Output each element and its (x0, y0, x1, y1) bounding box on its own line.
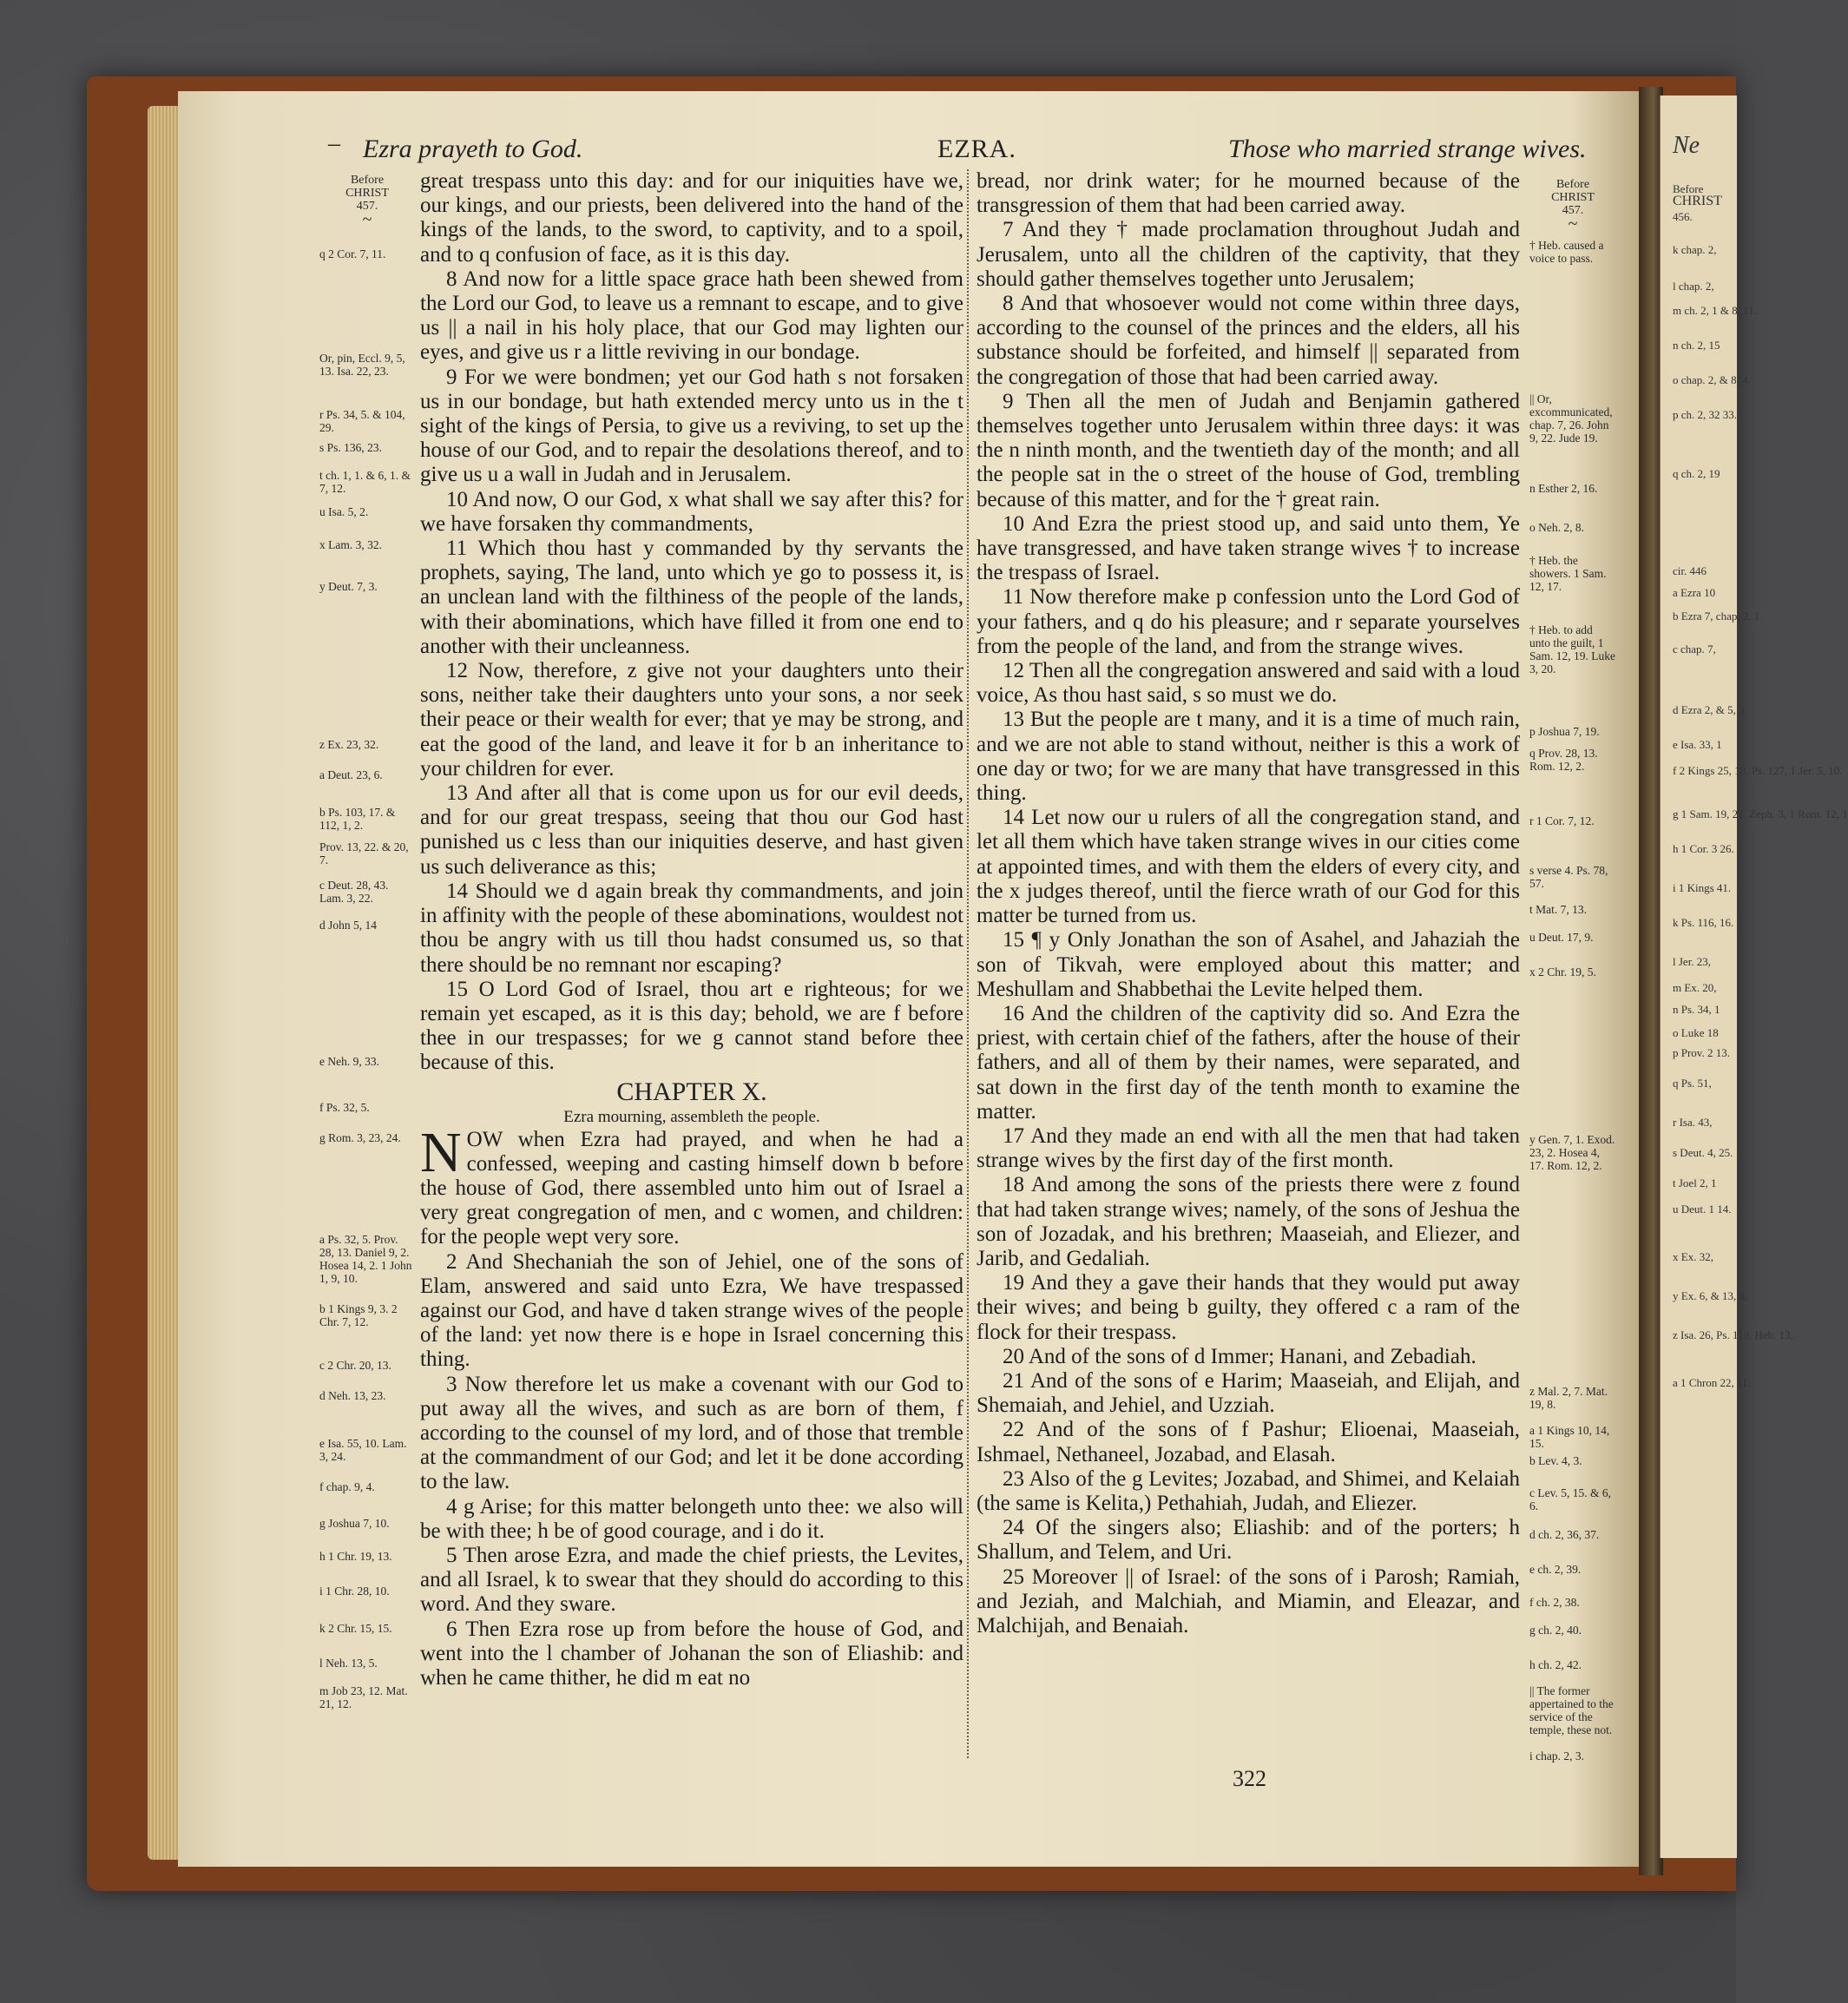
margin-note: g Rom. 3, 23, 24. (319, 1131, 401, 1144)
verse-paragraph: bread, nor drink water; for he mourned because of the transgression of them that had been carried away. (977, 169, 1520, 218)
column-rule (967, 169, 974, 1758)
verse-paragraph: 8 And that whosoever would not come within three days, according to the counsel of the princes and the elders, all his substance should be forfeited, and himself || separated from the congregation of those that had been carried away. (977, 292, 1520, 389)
margin-note: x Lam. 3, 32. (319, 538, 382, 551)
margin-note: a 1 Kings 10, 14, 15. (1529, 1424, 1610, 1450)
next-page-note: y Ex. 6, & 13, 9. (1673, 1289, 1748, 1302)
next-page-note: c chap. 7, (1673, 642, 1716, 656)
verse-paragraph: 23 Also of the g Levites; Jozabad, and Shimei, and Kelaiah (the same is Kelita,) Pethahiah, Judah, and Eliezer. (977, 1466, 1520, 1515)
margin-note: b Lev. 4, 3. (1529, 1454, 1582, 1467)
next-page-note: k chap. 2, (1673, 243, 1717, 256)
next-page-note: m Ex. 20, (1673, 981, 1717, 994)
next-page-note: x Ex. 32, (1673, 1250, 1713, 1263)
verse-paragraph: 15 ¶ y Only Jonathan the son of Asahel, and Jahaziah the son of Tikvah, were employed about this matter; and Meshullam and Shabbethai the Levite helped them. (977, 928, 1520, 1001)
next-page-note: u Deut. 1 14. (1673, 1202, 1732, 1216)
verse-paragraph: 3 Now therefore let us make a covenant with our God to put away all the wives, and such as are born of them, f according to the counsel of my lord, and of those that tremble at the commandment of our God; and let it be done according to the law. (420, 1372, 963, 1494)
running-head-center: EZRA. (937, 135, 1016, 163)
margin-note: z Mal. 2, 7. Mat. 19, 8. (1529, 1385, 1608, 1411)
verse-paragraph: 22 And of the sons of f Pashur; Elioenai, Maaseiah, Ishmael, Nethaneel, Jozabad, and Elasah. (977, 1418, 1520, 1466)
next-page-before: Before (1673, 182, 1704, 195)
next-page-christ: CHRIST (1673, 194, 1722, 208)
left-margin-date (319, 174, 415, 227)
header-dash: – (328, 130, 340, 157)
verse-paragraph: 12 Now, therefore, z give not your daughters unto their sons, neither take their daughters unto your sons, a nor seek their peace or their wealth for ever; that ye may be strong, and eat the good of the land, and leave it for b an inheritance to your children for ever. (420, 659, 963, 781)
next-page-note: a Ezra 10 (1673, 586, 1716, 599)
before-label: Before (350, 174, 385, 187)
next-page-note: l chap. 2, (1673, 280, 1714, 293)
next-page-note: b Ezra 7, chap. 2, 1 (1673, 609, 1760, 623)
margin-note: b Ps. 103, 17. & 112, 1, 2. (319, 806, 396, 832)
verse-paragraph: 10 And now, O our God, x what shall we say after this? for we have forsaken thy commandments, (420, 487, 963, 536)
next-page-note: s Deut. 4, 25. (1673, 1146, 1733, 1159)
margin-note: g Joshua 7, 10. (319, 1517, 390, 1530)
verse-paragraph: 6 Then Ezra rose up from before the house of God, and went into the l chamber of Johanan the son of Eliashib: and when he came thither, he did m eat no (420, 1617, 963, 1690)
verse-paragraph: 17 And they made an end with all the men that had taken strange wives by the first day of the first month. (977, 1123, 1520, 1173)
margin-note: s verse 4. Ps. 78, 57. (1529, 864, 1608, 890)
margin-note: q 2 Cor. 7, 11. (319, 247, 386, 260)
right-text-column (977, 169, 1520, 1638)
right-margin-date (1529, 178, 1616, 234)
verse-paragraph: 14 Should we d again break thy commandments, and join in affinity with the people of these abominations, wouldest not thou be angry with us till thou hadst consumed us, so that there should be no remnant nor escaping? (420, 879, 963, 977)
margin-note: c Deut. 28, 43. Lam. 3, 22. (319, 879, 389, 905)
next-page-note: f 2 Kings 25, 10. Ps. 127, 1 Jer. 5, 10. (1673, 764, 1843, 777)
margin-note: || The former appertained to the service of the temple, these not. (1529, 1684, 1614, 1736)
margin-note: y Gen. 7, 1. Exod. 23, 2. Hosea 4, 17. Rom. 12, 2. (1529, 1133, 1615, 1172)
next-page-note: i 1 Kings 41. (1673, 881, 1732, 894)
margin-note: e ch. 2, 39. (1529, 1563, 1582, 1576)
verse-paragraph: 13 And after all that is come upon us for our evil deeds, and for our great trespass, seeing that thou our God hast punished us c less than our iniquities deserve, and hast given us such deliverance as this; (420, 781, 963, 879)
verse-paragraph: 14 Let now our u rulers of all the congregation stand, and let all them which have taken strange wives in our cities come at appointed times, and with them the elders of every city, and the x judges thereof, until the fierce wrath of our God for this matter be turned from us. (977, 806, 1520, 928)
verse-paragraph: 19 And they a gave their hands that they would put away their wives; and being b guilty, they offered c a ram of the flock for their trespass. (977, 1271, 1520, 1344)
next-page-note: z Isa. 26, Ps. 119, Heb. 13, (1673, 1328, 1793, 1341)
verses-chapter-9 (420, 169, 963, 1076)
verse-paragraph: great trespass unto this day: and for our iniquities have we, our kings, and our priests, been delivered into the hand of the kings of the lands, to the sword, to captivity, and to a spoil, and to q confusion of face, as it is this day. (420, 169, 963, 267)
christ-label: CHRIST (1551, 191, 1595, 204)
margin-note: Or, pin, Eccl. 9, 5, 13. Isa. 22, 23. (319, 352, 405, 378)
verse-paragraph: 21 And of the sons of e Harim; Maaseiah, and Elijah, and Shemaiah, and Jehiel, and Uzziah. (977, 1368, 1520, 1418)
next-page-note: h 1 Cor. 3 26. (1673, 842, 1734, 855)
margin-note: b 1 Kings 9, 3. 2 Chr. 7, 12. (319, 1302, 398, 1328)
verse-paragraph: 18 And among the sons of the priests there were z found that had taken strange wives; namely, of the sons of Jeshua the son of Jozadak, and his brethren; Maaseiah, and Eliezer, and Jarib, and Gedaliah. (977, 1173, 1520, 1270)
running-head-left: Ezra prayeth to God. (363, 135, 583, 163)
verse-paragraph: 15 O Lord God of Israel, thou art e righteous; for we remain yet escaped, as it is this day; behold, we are f before thee in our trespasses; for we g cannot stand before thee because of this. (420, 977, 963, 1075)
margin-note: † Heb. caused a voice to pass. (1529, 239, 1604, 265)
swash-ornament: ~ (362, 210, 372, 229)
next-page-note: cir. 446 (1673, 564, 1707, 577)
verse-paragraph: 9 For we were bondmen; yet our God hath s not forsaken us in our bondage, but hath extended mercy unto us in the t sight of the kings of Persia, to give us a reviving, to set up the house of our God, and to repair the desolations thereof, and to give us u a wall in Judah and in Jerusalem. (420, 365, 963, 487)
margin-note: r 1 Cor. 7, 12. (1529, 814, 1595, 827)
verse-paragraph: 11 Now therefore make p confession unto the Lord God of your fathers, and q do his pleasure; and r separate yourselves from the people of the land, and from the strange wives. (977, 585, 1520, 658)
verse-paragraph: 2 And Shechaniah the son of Jehiel, one of the sons of Elam, answered and said unto Ezra, We have trespassed against our God, and have d taken strange wives of the people of the land: yet now there is e hope in Israel concerning this thing. (420, 1249, 963, 1372)
margin-note: || Or, excommunicated, chap. 7, 26. John 9, 22. Jude 19. (1529, 392, 1613, 445)
margin-note: f chap. 9, 4. (319, 1480, 375, 1493)
next-page-note: e Isa. 33, 1 (1673, 738, 1722, 751)
christ-label: CHRIST (345, 187, 389, 200)
page-number: 322 (1233, 1766, 1266, 1791)
verse-paragraph: 11 Which thou hast y commanded by thy servants the prophets, saying, The land, unto which ye go to possess it, is an unclean land with the filthiness of the people of the lands, with their abominations, which have filled it from one end to another with their uncleanness. (420, 537, 963, 658)
verse-paragraph: 9 Then all the men of Judah and Benjamin gathered themselves together unto Jerusalem within three days: it was the n ninth month, and the twentieth day of the month; and all the people sat in the o street of the house of God, trembling because of this matter, and for the † great rain. (977, 389, 1520, 511)
drop-cap: N (420, 1120, 462, 1184)
verses-chapter-10-continued (977, 169, 1520, 1638)
next-page-year: 456. (1673, 210, 1693, 223)
margin-note: t Mat. 7, 13. (1529, 903, 1587, 916)
verse-paragraph: 13 But the people are t many, and it is a time of much rain, and we are not able to stand without, neither is this a work of one day or two; for we are many that have transgressed in this thing. (977, 708, 1520, 806)
margin-note: Prov. 13, 22. & 20, 7. (319, 840, 409, 866)
verse-paragraph: 24 Of the singers also; Eliashib: and of the porters; h Shallum, and Telem, and Uri. (977, 1516, 1520, 1565)
margin-note: f Ps. 32, 5. (319, 1101, 370, 1114)
margin-note: g ch. 2, 40. (1529, 1624, 1582, 1637)
next-page-note: a 1 Chron 22, 11. (1673, 1376, 1751, 1389)
left-text-column (420, 169, 963, 1690)
verse-paragraph: 5 Then arose Ezra, and made the chief priests, the Levites, and all Israel, k to swear that they should do according to this word. And they sware. (420, 1543, 963, 1617)
verse-paragraph: 10 And Ezra the priest stood up, and said unto them, Ye have transgressed, and have taken strange wives † to increase the trespass of Israel. (977, 511, 1520, 585)
chapter-summary: Ezra mourning, assembleth the people. (563, 1107, 820, 1126)
margin-note: d John 5, 14 (319, 919, 378, 932)
margin-note: e Neh. 9, 33. (319, 1055, 379, 1068)
margin-note: p Joshua 7, 19. (1529, 725, 1600, 738)
margin-note: l Neh. 13, 5. (319, 1657, 378, 1670)
next-page-note: l Jer. 23, (1673, 955, 1712, 968)
next-page-note: o chap. 2, & 8, 4. (1673, 373, 1751, 386)
verse-paragraph: 7 And they † made proclamation throughout Judah and Jerusalem, unto all the children of the captivity, that they should gather themselves together unto Jerusalem; (977, 218, 1520, 291)
before-label: Before (1555, 178, 1590, 191)
margin-note: t ch. 1, 1. & 6, 1. & 7, 12. (319, 469, 411, 495)
margin-note: h ch. 2, 42. (1529, 1658, 1582, 1671)
margin-note: d Neh. 13, 23. (319, 1389, 386, 1402)
verse-paragraph: 4 g Arise; for this matter belongeth unto thee: we also will be with thee; h be of good courage, and i do it. (420, 1494, 963, 1543)
running-head-right: Those who married strange wives. (1228, 135, 1587, 163)
margin-note: c Lev. 5, 15. & 6, 6. (1529, 1486, 1611, 1512)
next-page-note: n Ps. 34, 1 (1673, 1003, 1720, 1016)
margin-note: i 1 Chr. 28, 10. (319, 1585, 390, 1598)
next-page-note: t Joel 2, 1 (1673, 1176, 1717, 1189)
year-label: 457. (1562, 204, 1584, 217)
margin-note: k 2 Chr. 15, 15. (319, 1622, 392, 1635)
margin-note: c 2 Chr. 20, 13. (319, 1359, 391, 1372)
next-page-note: q Ps. 51, (1673, 1077, 1712, 1090)
next-page-note: d Ezra 2, & 5, 3. (1673, 703, 1747, 716)
next-page-note: n ch. 2, 15 (1673, 339, 1720, 352)
next-page-note: m ch. 2, 1 & 8, 11. (1673, 304, 1758, 317)
margin-note: a Ps. 32, 5. Prov. 28, 13. Daniel 9, 2. Hosea 14, 2. 1 John 1, 9, 10. (319, 1233, 412, 1285)
margin-note: e Isa. 55, 10. Lam. 3, 24. (319, 1437, 407, 1463)
margin-note: i chap. 2, 3. (1529, 1749, 1584, 1763)
margin-note: x 2 Chr. 19, 5. (1529, 965, 1596, 978)
margin-note: o Neh. 2, 8. (1529, 521, 1584, 534)
margin-note: r Ps. 34, 5. & 104, 29. (319, 408, 405, 434)
next-page-note: q ch. 2, 19 (1673, 467, 1720, 480)
margin-note: u Deut. 17, 9. (1529, 931, 1594, 944)
next-page-note: p Prov. 2 13. (1673, 1046, 1730, 1059)
verse-paragraph: 12 Then all the congregation answered and said with a loud voice, As thou hast said, s so must we do. (977, 659, 1520, 708)
next-page-edge (1660, 96, 1848, 1858)
verses-chapter-10 (420, 1120, 963, 1691)
margin-note: s Ps. 136, 23. (319, 441, 383, 454)
chapter-title: CHAPTER X. (616, 1077, 767, 1106)
next-page-note: k Ps. 116, 16. (1673, 916, 1734, 929)
next-page-note: r Isa. 43, (1673, 1116, 1713, 1129)
margin-note: m Job 23, 12. Mat. 21, 12. (319, 1684, 408, 1710)
verse-paragraph (420, 1120, 963, 1250)
next-page-note: p ch. 2, 32 33. (1673, 408, 1738, 421)
year-label: 457. (356, 200, 378, 213)
margin-note: f ch. 2, 38. (1529, 1596, 1580, 1609)
margin-note: z Ex. 23, 32. (319, 738, 379, 751)
margin-note: † Heb. the showers. 1 Sam. 12, 17. (1529, 554, 1607, 593)
margin-note: † Heb. to add unto the guilt, 1 Sam. 12, 19. Luke 3, 20. (1529, 623, 1615, 675)
next-page-header: Ne (1673, 132, 1700, 159)
verse-paragraph: 16 And the children of the captivity did so. And Ezra the priest, with certain chief of the fathers, after the house of their fathers, and all of them by their names, were separated, and sat down in the first day of the tenth month to examine the matter. (977, 1001, 1520, 1123)
verse-paragraph: 20 And of the sons of d Immer; Hanani, and Zebadiah. (1003, 1344, 1476, 1368)
verse-paragraph: 8 And now for a little space grace hath been shewed from the Lord our God, to leave us a remnant to escape, and to give us || a nail in his holy place, that our God may lighten our eyes, and give us r a little reviving in our bondage. (420, 267, 963, 365)
verse-paragraph: 25 Moreover || of Israel: of the sons of i Parosh; Ramiah, and Jeziah, and Malchiah, and Miamin, and Eleazar, and Malchijah, and Benaiah. (977, 1565, 1520, 1637)
margin-note: u Isa. 5, 2. (319, 505, 369, 518)
next-page-note: g 1 Sam. 19, 22. Zeph. 3, 1 Rom. 12, 1 (1673, 807, 1848, 820)
margin-note: y Deut. 7, 3. (319, 580, 378, 593)
margin-note: q Prov. 28, 13. Rom. 12, 2. (1529, 747, 1598, 773)
margin-note: d ch. 2, 36, 37. (1529, 1528, 1600, 1541)
margin-note: n Esther 2, 16. (1529, 482, 1598, 495)
margin-note: h 1 Chr. 19, 13. (319, 1550, 392, 1563)
next-page-note: o Luke 18 (1673, 1026, 1719, 1039)
verse-text: OW when Ezra had prayed, and when he had a confessed, weeping and casting himself down b before the house of God, there assembled unto him out of Israel a very great congregation of men, and c women, and children: for the people wept very sore. (420, 1127, 963, 1249)
swash-ornament: ~ (1568, 214, 1578, 234)
margin-note: a Deut. 23, 6. (319, 768, 383, 781)
